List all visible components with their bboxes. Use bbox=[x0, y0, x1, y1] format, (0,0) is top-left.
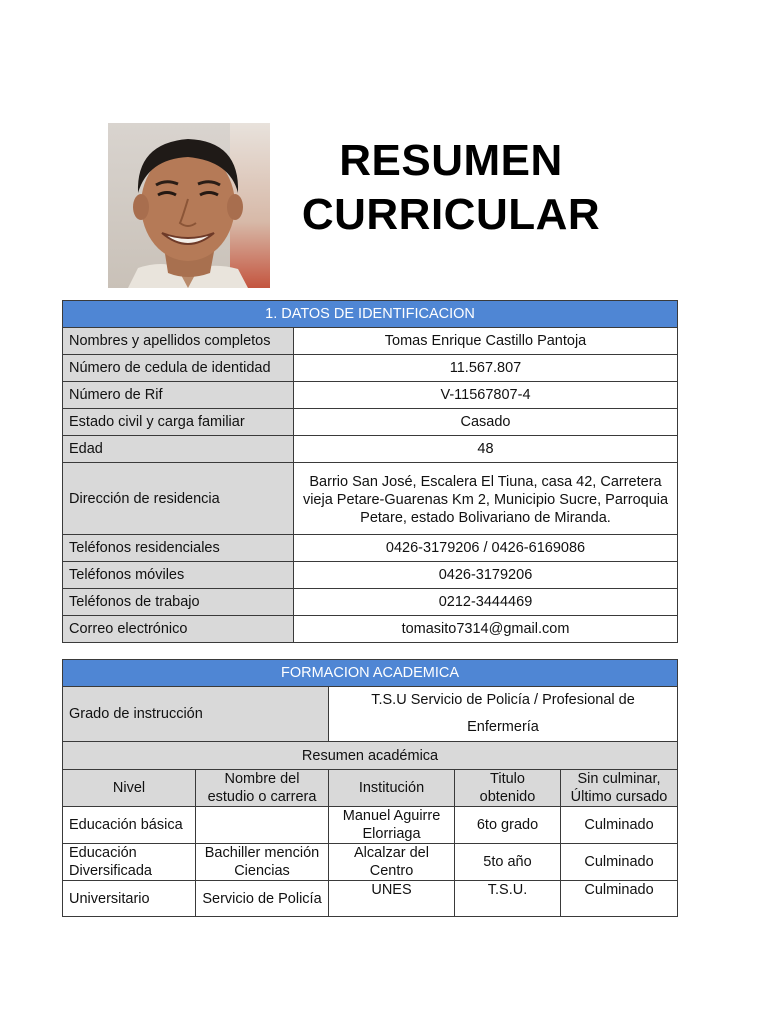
row-value: Tomas Enrique Castillo Pantoja bbox=[294, 328, 678, 355]
column-header: Nombre del estudio o carrera bbox=[196, 770, 329, 807]
row-value: 0426-3179206 bbox=[294, 562, 678, 589]
row-value: 11.567.807 bbox=[294, 355, 678, 382]
row-label: Estado civil y carga familiar bbox=[63, 409, 294, 436]
table-row bbox=[63, 616, 678, 643]
institucion-cell: UNES bbox=[329, 881, 455, 917]
row-label: Correo electrónico bbox=[63, 616, 294, 643]
estudio-cell: Servicio de Policía bbox=[196, 881, 329, 917]
table-row bbox=[63, 436, 678, 463]
academic-header: FORMACION ACADEMICA bbox=[63, 660, 678, 687]
table-row bbox=[63, 355, 678, 382]
table-row bbox=[63, 382, 678, 409]
resumen-label: Resumen académica bbox=[63, 742, 678, 770]
table-row bbox=[63, 535, 678, 562]
titulo-cell: 6to grado bbox=[455, 807, 561, 844]
nivel-cell: Educación básica bbox=[63, 807, 196, 844]
estado-cell: Culminado bbox=[561, 807, 678, 844]
profile-photo bbox=[108, 123, 270, 288]
row-label: Teléfonos de trabajo bbox=[63, 589, 294, 616]
grado-value bbox=[329, 687, 678, 742]
table-row bbox=[63, 589, 678, 616]
email-value: tomasito7314@gmail.com bbox=[294, 616, 678, 643]
grado-label: Grado de instrucción bbox=[63, 687, 329, 742]
institucion-cell: Manuel Aguirre Elorriaga bbox=[329, 807, 455, 844]
row-label: Teléfonos residenciales bbox=[63, 535, 294, 562]
row-value: 48 bbox=[294, 436, 678, 463]
row-label: Dirección de residencia bbox=[63, 463, 294, 535]
titulo-cell: T.S.U. bbox=[455, 881, 561, 917]
grado-value-line2: Enfermería bbox=[467, 719, 539, 735]
row-value: Casado bbox=[294, 409, 678, 436]
column-header: Titulo obtenido bbox=[455, 770, 561, 807]
row-value: Barrio San José, Escalera El Tiuna, casa 42, Carretera vieja Petare-Guarenas Km 2, Municipio Sucre, Parroquia Petare, estado Bolivariano de Miranda. bbox=[294, 463, 678, 535]
estado-cell: Culminado bbox=[561, 881, 678, 917]
row-label: Edad bbox=[63, 436, 294, 463]
column-headers bbox=[63, 770, 678, 807]
row-value: 0212-3444469 bbox=[294, 589, 678, 616]
table-row bbox=[63, 881, 678, 917]
grado-value-line1: T.S.U Servicio de Policía / Profesional de bbox=[371, 692, 635, 708]
estado-cell: Culminado bbox=[561, 844, 678, 881]
column-header: Nivel bbox=[63, 770, 196, 807]
table-row bbox=[63, 807, 678, 844]
table-row bbox=[63, 409, 678, 436]
estudio-cell: Bachiller mención Ciencias bbox=[196, 844, 329, 881]
table-row bbox=[63, 562, 678, 589]
nivel-cell: Universitario bbox=[63, 881, 196, 917]
column-header: Institución bbox=[329, 770, 455, 807]
estudio-cell bbox=[196, 807, 329, 844]
row-label: Número de cedula de identidad bbox=[63, 355, 294, 382]
page-title: RESUMEN CURRICULAR bbox=[301, 136, 601, 239]
identification-header: 1. DATOS DE IDENTIFICACION bbox=[63, 301, 678, 328]
identification-table bbox=[62, 300, 678, 643]
row-label: Nombres y apellidos completos bbox=[63, 328, 294, 355]
column-header: Sin culminar, Último cursado bbox=[561, 770, 678, 807]
row-value: 0426-3179206 / 0426-6169086 bbox=[294, 535, 678, 562]
row-value: V-11567807-4 bbox=[294, 382, 678, 409]
table-row bbox=[63, 463, 678, 535]
table-row bbox=[63, 328, 678, 355]
academic-table bbox=[62, 659, 678, 917]
institucion-cell: Alcalzar del Centro bbox=[329, 844, 455, 881]
nivel-cell: Educación Diversificada bbox=[63, 844, 196, 881]
row-label: Número de Rif bbox=[63, 382, 294, 409]
row-label: Teléfonos móviles bbox=[63, 562, 294, 589]
table-row bbox=[63, 844, 678, 881]
titulo-cell: 5to año bbox=[455, 844, 561, 881]
grado-row bbox=[63, 687, 678, 742]
